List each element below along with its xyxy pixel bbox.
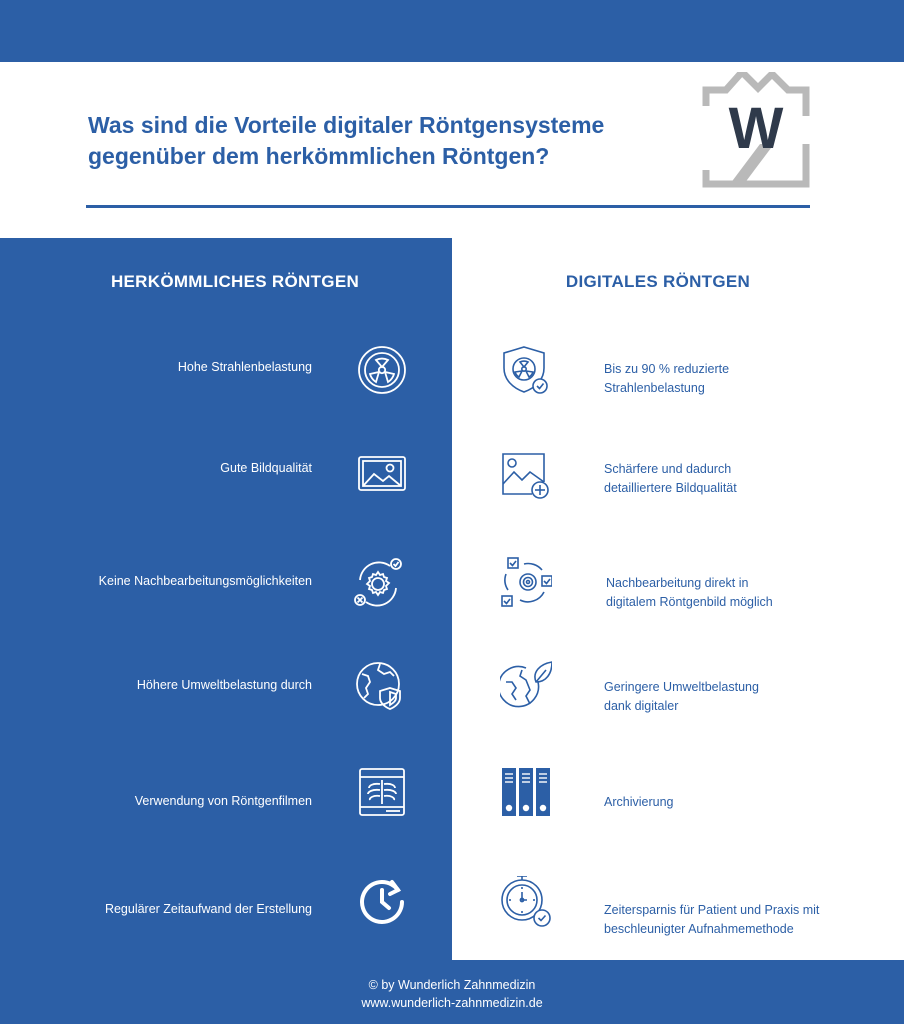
- globe-leaf-icon: [500, 660, 552, 712]
- right-item-3-text: [606, 574, 773, 612]
- logo: [700, 72, 812, 188]
- title-line-1: Was sind die Vorteile digitaler Röntgensysteme: [88, 112, 605, 138]
- xray-film-icon: [356, 766, 408, 818]
- right-item-3-line-1: Nachbearbeitung direkt in: [606, 576, 749, 590]
- title-divider: [86, 205, 810, 208]
- footer-copyright: © by Wunderlich Zahnmedizin: [368, 978, 536, 992]
- logo-letter: W: [728, 96, 784, 161]
- right-item-1-line-2: Strahlenbelastung: [604, 381, 705, 395]
- right-item-5-line-1: Archivierung: [604, 795, 674, 809]
- right-item-1-line-1: Bis zu 90 % reduzierte: [604, 362, 730, 376]
- right-item-2-text: [604, 460, 737, 498]
- top-bar: [0, 0, 904, 62]
- left-item-6-label: Regulärer Zeitaufwand der Erstellung: [104, 902, 312, 916]
- right-item-6-line-2: beschleunigter Aufnahmemethode: [604, 922, 794, 936]
- right-heading: DIGITALES RÖNTGEN: [565, 272, 751, 291]
- right-item-3-line-2: digitalem Röntgenbild möglich: [606, 595, 773, 609]
- page-title: [88, 110, 668, 172]
- right-item-2-line-1: Schärfere und dadurch: [604, 462, 732, 476]
- binders-icon: [500, 766, 552, 818]
- right-item-4-line-2: dank digitaler: [604, 699, 679, 713]
- image-plus-icon: [500, 450, 552, 502]
- image-icon: [356, 448, 408, 500]
- right-item-4-line-1: Geringere Umweltbelastung: [604, 680, 759, 694]
- gear-cycle-icon: [352, 556, 404, 608]
- right-item-1-text: [604, 360, 729, 398]
- right-item-6-text: [604, 901, 819, 939]
- left-item-4-label: Höhere Umweltbelastung durch: [136, 678, 312, 692]
- left-item-3-label: Keine Nachbearbeitungsmöglichkeiten: [98, 574, 312, 588]
- left-item-5-label: Verwendung von Röntgenfilmen: [134, 794, 312, 808]
- stopwatch-check-icon: [500, 876, 552, 928]
- right-item-5-text: [604, 793, 673, 812]
- right-item-4-text: [604, 678, 759, 716]
- shield-radiation-icon: [500, 344, 552, 396]
- left-item-2-label: Gute Bildqualität: [220, 461, 312, 475]
- globe-shield-icon: [354, 660, 406, 712]
- right-item-2-line-2: detailliertere Bildqualität: [604, 481, 737, 495]
- target-workflow-icon: [500, 556, 552, 608]
- footer: [0, 960, 904, 1024]
- left-heading: HERKÖMMLICHES RÖNTGEN: [110, 272, 360, 291]
- footer-url[interactable]: www.wunderlich-zahnmedizin.de: [361, 996, 543, 1010]
- radiation-icon: [356, 344, 408, 396]
- right-item-6-line-1: Zeitersparnis für Patient und Praxis mit: [604, 903, 820, 917]
- clock-icon: [356, 874, 408, 926]
- title-line-2: gegenüber dem herkömmlichen Röntgen?: [88, 143, 550, 169]
- left-item-1-label: Hohe Strahlenbelastung: [177, 360, 312, 374]
- crown-w-logo-icon: [700, 72, 812, 188]
